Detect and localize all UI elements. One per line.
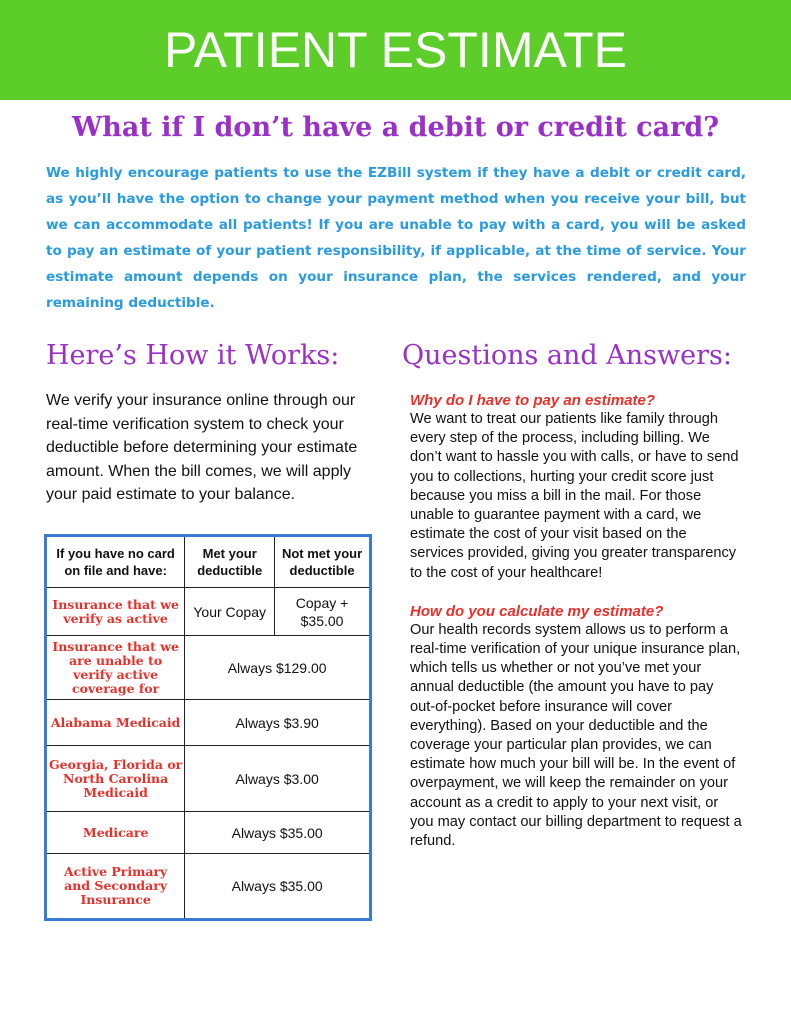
intro-paragraph: We highly encourage patients to use the EZBill system if they have a debit or credit card, as you’ll have the option to change your payment method when you receive your bill, but we can accommodate all patients! If you are unable to pay with a card, you will be asked to pay an estimate of your patient responsibility, if applicable, at the time of service. Your estimate amount depends on your insurance plan, the services rendered, and your remaining deductible. — [46, 165, 746, 311]
row-amount: Always $3.90 — [185, 700, 371, 746]
questions-answers-heading: Questions and Answers: — [402, 340, 732, 371]
row-condition: Medicare — [46, 812, 185, 854]
table-row — [46, 636, 371, 700]
table-header-met: Met your deductible — [185, 536, 275, 588]
row-not-met-amount: Copay + $35.00 — [275, 588, 371, 636]
table-header-row — [46, 536, 371, 588]
qa-answer: We want to treat our patients like family through every step of the process, including billing. We don’t want to hassle you with calls, or have to send you to collections, hurting your credit score just because you miss a bill in the mail. For those unable to guarantee payment with a card, we estimate the cost of your visit based on the services provided, giving you greater transparency to the cost of your healthcare! — [410, 411, 739, 581]
row-condition: Insurance that we are unable to verify active coverage for — [46, 636, 185, 700]
qa-question: How do you calculate my estimate? — [410, 602, 664, 620]
row-condition: Insurance that we verify as active — [46, 588, 185, 636]
table-header-not-met: Not met your deductible — [275, 536, 371, 588]
qa-section — [410, 391, 742, 851]
page-title: PATIENT ESTIMATE — [163, 22, 627, 78]
subtitle-heading: What if I don’t have a debit or credit card? — [71, 112, 720, 143]
row-amount: Always $129.00 — [185, 636, 371, 700]
row-amount: Always $3.00 — [185, 746, 371, 812]
qa-answer: Our health records system allows us to perform a real-time verification of your unique insurance plan, which tells us whether or not you’ve met your annual deductible (the amount you have to pay out-of-pocket before insurance will cover everything). Based on your deductible and the coverage your particular plan provides, we can estimate how much your bill will be. In the event of overpayment, we will keep the remainder on your account as a credit to apply to your next visit, or you may contact our billing department to request a refund. — [410, 621, 742, 850]
row-amount: Always $35.00 — [185, 854, 371, 920]
title-banner — [0, 0, 791, 100]
qa-question: Why do I have to pay an estimate? — [410, 392, 656, 409]
row-condition: Active Primary and Secondary Insurance — [46, 854, 185, 920]
qa-spacer — [410, 583, 742, 602]
table-row — [46, 700, 371, 746]
row-met-amount: Your Copay — [185, 588, 275, 636]
table-row — [46, 812, 371, 854]
how-it-works-heading: Here’s How it Works: — [46, 340, 340, 371]
table-row — [46, 854, 371, 920]
estimate-table — [44, 534, 372, 921]
row-condition: Alabama Medicaid — [46, 700, 185, 746]
table-row — [46, 588, 371, 636]
table-row — [46, 746, 371, 812]
row-amount: Always $35.00 — [185, 812, 371, 854]
row-condition: Georgia, Florida or North Carolina Medicaid — [46, 746, 185, 812]
table-header-condition: If you have no card on file and have: — [46, 536, 185, 588]
how-it-works-text: We verify your insurance online through our real-time verification system to check your deductible before determining your estimate amount. When the bill comes, we will apply your paid estimate to your balance. — [46, 392, 358, 503]
